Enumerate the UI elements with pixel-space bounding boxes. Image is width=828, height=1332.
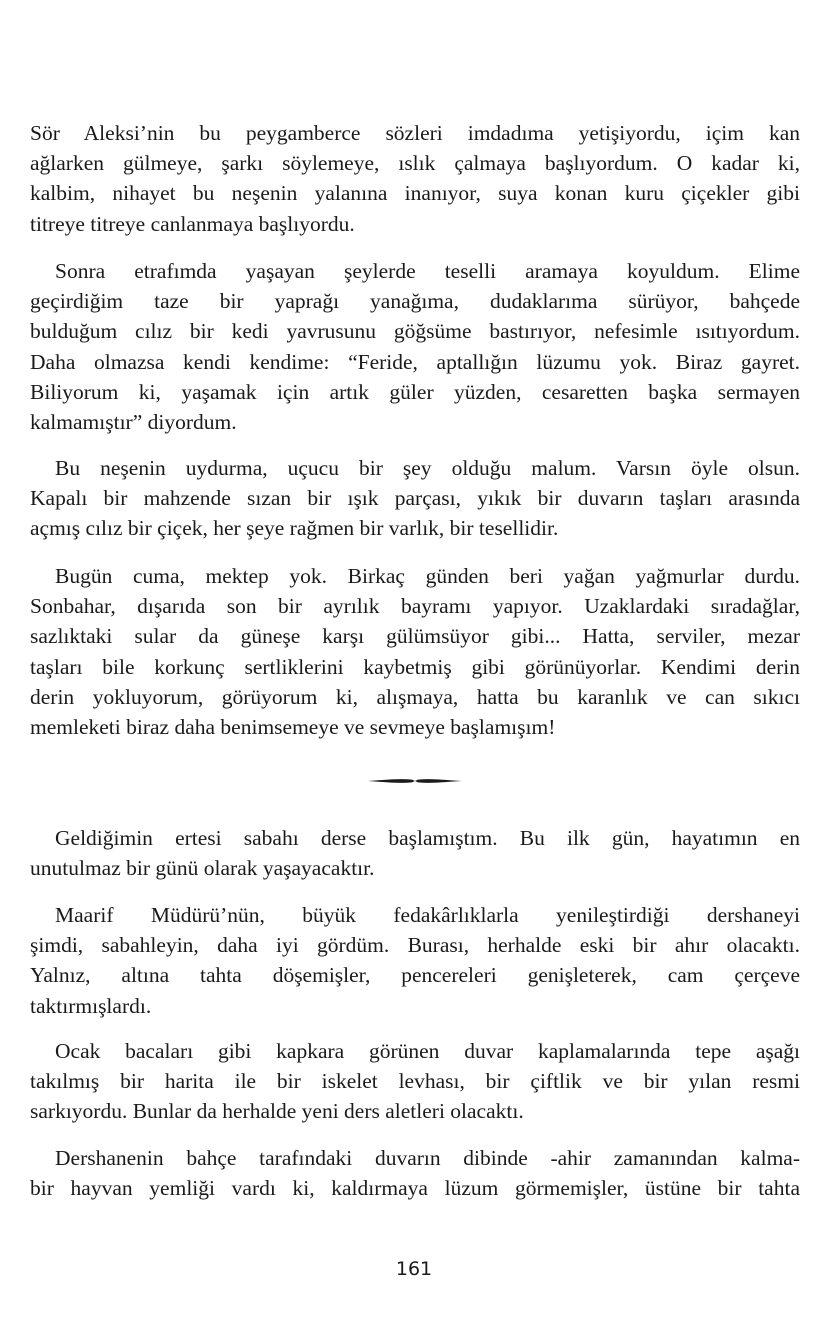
paragraph-1 <box>30 118 800 239</box>
paragraph-7 <box>30 1036 800 1127</box>
text-line: takılmış bir harita ile bir iskelet levhası, bir çiftlik ve bir yılan resmi <box>30 1069 800 1094</box>
text-line: sazlıktaki sular da güneşe karşı gülümsüyor gibi... Hatta, serviler, mezar <box>30 624 800 649</box>
text-line: Bugün cuma, mektep yok. Birkaç günden beri yağan yağmurlar durdu. <box>55 564 800 588</box>
text-line: Sonra etrafımda yaşayan şeylerde teselli aramaya koyuldum. Elime <box>55 259 800 283</box>
ornamental-rule-icon <box>368 775 462 787</box>
text-line: Bu neşenin uydurma, uçucu bir şey olduğu malum. Varsın öyle olsun. <box>55 456 800 480</box>
text-line: taktırmışlardı. <box>30 993 152 1018</box>
text-line: kalbim, nihayet bu neşenin yalanına inanıyor, suya konan kuru çiçekler gibi <box>30 181 800 206</box>
text-line: memleketi biraz daha benimsemeye ve sevmeye başlamışım! <box>30 714 556 739</box>
text-line: Kapalı bir mahzende sızan bir ışık parçası, yıkık bir duvarın taşları arasında <box>30 486 800 511</box>
text-line: Geldiğimin ertesi sabahı derse başlamıştım. Bu ilk gün, hayatımın en <box>55 826 800 850</box>
text-line: Daha olmazsa kendi kendime: “Feride, aptallığın lüzumu yok. Biraz gayret. <box>30 349 800 374</box>
text-line: titreye titreye canlanmaya başlıyordu. <box>30 211 355 236</box>
text-line: ağlarken gülmeye, şarkı söylemeye, ıslık çalmaya başlıyordum. O kadar ki, <box>30 151 800 176</box>
paragraph-4 <box>30 561 800 742</box>
text-line: Sonbahar, dışarıda son bir ayrılık bayramı yapıyor. Uzaklardaki sıradağlar, <box>30 594 800 619</box>
text-line: sarkıyordu. Bunlar da herhalde yeni ders aletleri olacaktı. <box>30 1099 524 1124</box>
text-line: Ocak bacaları gibi kapkara görünen duvar kaplamalarında tepe aşağı <box>55 1039 800 1063</box>
text-line: unutulmaz bir günü olarak yaşayacaktır. <box>30 856 375 881</box>
text-line: geçirdiğim taze bir yaprağı yanağıma, dudaklarıma sürüyor, bahçede <box>30 289 800 314</box>
paragraph-2 <box>30 256 800 437</box>
paragraph-6 <box>30 900 800 1021</box>
text-line: taşları bile korkunç sertliklerini kaybetmiş gibi görünüyorlar. Kendimi derin <box>30 654 800 679</box>
text-line: Sör Aleksi’nin bu peygamberce sözleri imdadıma yetişiyordu, içim kan <box>30 121 800 145</box>
text-line: Maarif Müdürü’nün, büyük fedakârlıklarla yenileştirdiği dershaneyi <box>55 903 800 927</box>
paragraph-5 <box>30 823 800 883</box>
text-line: bulduğum cılız bir kedi yavrusunu göğsüme bastırıyor, nefesimle ısıtıyordum. <box>30 319 800 344</box>
text-line: Biliyorum ki, yaşamak için artık güler yüzden, cesaretten başka sermayen <box>30 379 800 404</box>
text-line: Yalnız, altına tahta döşemişler, pencereleri genişleterek, cam çerçeve <box>30 963 800 988</box>
text-line: kalmamıştır” diyordum. <box>30 409 237 434</box>
paragraph-8 <box>30 1143 800 1203</box>
page-number: 161 <box>395 1258 433 1280</box>
paragraph-3 <box>30 453 800 544</box>
text-line: şimdi, sabahleyin, daha iyi gördüm. Burası, herhalde eski bir ahır olacaktı. <box>30 933 800 958</box>
text-line: derin yokluyorum, görüyorum ki, alışmaya, hatta bu karanlık ve can sıkıcı <box>30 684 800 709</box>
text-line: açmış cılız bir çiçek, her şeye rağmen bir varlık, bir tesellidir. <box>30 516 559 541</box>
text-line: Dershanenin bahçe tarafındaki duvarın dibinde -ahir zamanından kalma- <box>55 1146 800 1170</box>
text-line: bir hayvan yemliği vardı ki, kaldırmaya lüzum görmemişler, üstüne bir tahta <box>30 1176 800 1201</box>
